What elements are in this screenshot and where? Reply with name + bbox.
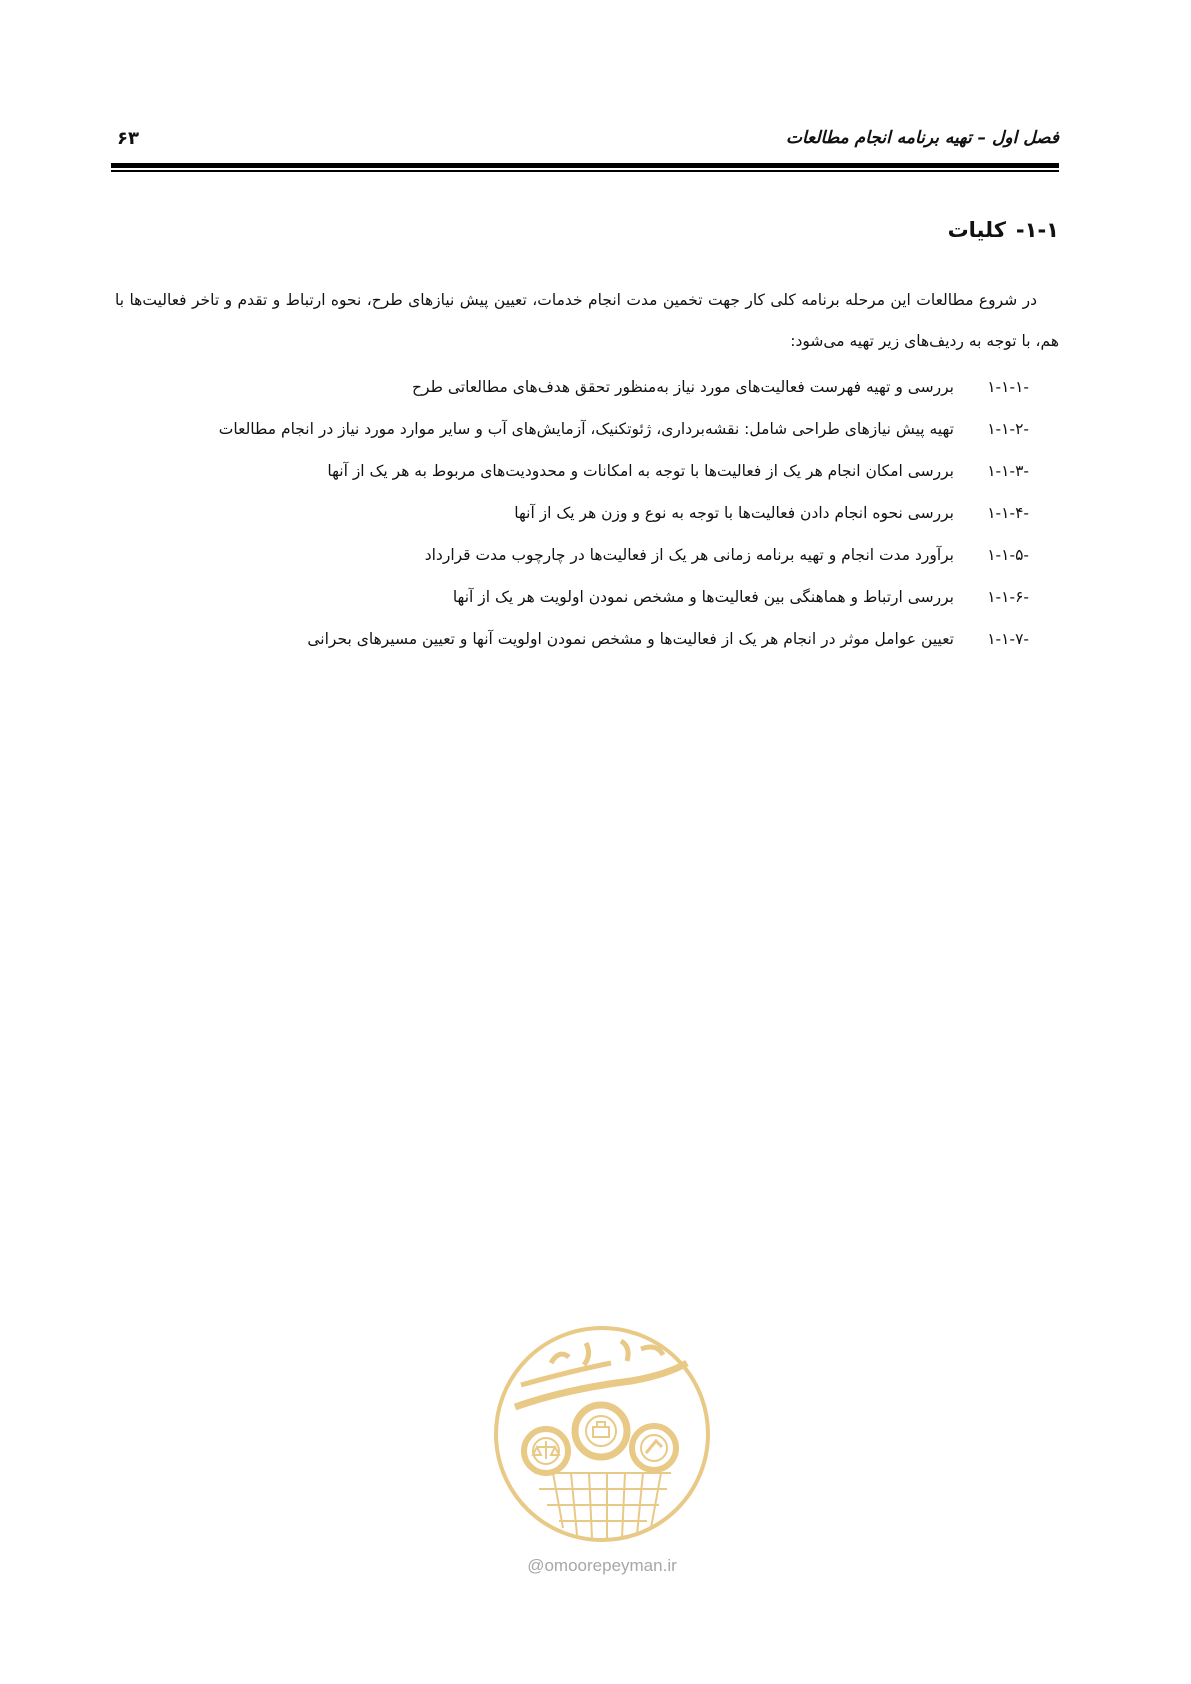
watermark-url: @omoorepeyman.ir: [527, 1556, 677, 1575]
section-heading: [948, 218, 1059, 242]
item-text: تهیه پیش نیازهای طراحی شامل: نقشه‌برداری، ژئوتکنیک، آزمایش‌های آب و سایر موارد مورد نیاز در انجام مطالعات: [218, 420, 954, 438]
item-number: ۱-۱-۵-: [987, 546, 1029, 564]
list-item: [111, 366, 1029, 408]
section-title: کلیات: [947, 218, 1006, 242]
item-number: ۱-۱-۴-: [987, 504, 1029, 522]
intro-paragraph: [115, 280, 1059, 362]
item-text: برآورد مدت انجام و تهیه برنامه زمانی هر یک از فعالیت‌ها در چارچوب مدت قرارداد: [424, 546, 954, 564]
header-rule-thin: [111, 170, 1059, 172]
intro-text: در شروع مطالعات این مرحله برنامه کلی کار جهت تخمین مدت انجام خدمات، تعیین پیش نیازهای طرح، نحوه ارتباط و تقدم و تاخر فعالیت‌ها با هم، با توجه به ردیف‌های زیر تهیه می‌شود:: [115, 291, 1059, 350]
item-number: ۱-۱-۶-: [987, 588, 1029, 606]
item-number: ۱-۱-۳-: [987, 462, 1029, 480]
item-number: ۱-۱-۲-: [987, 420, 1029, 438]
section-number: ۱-۱-: [1015, 218, 1059, 242]
item-text: بررسی امکان انجام هر یک از فعالیت‌ها با توجه به امکانات و محدودیت‌های مربوط به هر یک از آنها: [327, 462, 954, 480]
watermark-logo: [491, 1323, 713, 1545]
item-text: بررسی نحوه انجام دادن فعالیت‌ها با توجه به نوع و وزن هر یک از آنها: [514, 504, 954, 522]
page-number: ۶۳: [117, 128, 139, 149]
page-header: [111, 128, 1059, 158]
item-text: بررسی ارتباط و هماهنگی بین فعالیت‌ها و مشخص نمودن اولویت هر یک از آنها: [452, 588, 954, 606]
item-text: تعیین عوامل موثر در انجام هر یک از فعالیت‌ها و مشخص نمودن اولویت آنها و تعیین مسیرهای بحرانی: [307, 630, 954, 648]
list-item: [111, 618, 1029, 660]
list-item: [111, 492, 1029, 534]
list-item: [111, 408, 1029, 450]
item-number: ۱-۱-۷-: [987, 630, 1029, 648]
item-text: بررسی و تهیه فهرست فعالیت‌های مورد نیاز به‌منظور تحقق هدف‌های مطالعاتی طرح: [412, 378, 954, 396]
list-item: [111, 534, 1029, 576]
chapter-title: فصل اول – تهیه برنامه انجام مطالعات: [785, 128, 1059, 148]
header-rule-thick: [111, 163, 1059, 168]
item-number: ۱-۱-۱-: [987, 378, 1029, 396]
list-item: [111, 576, 1029, 618]
list-item: [111, 450, 1029, 492]
item-list: [111, 366, 1029, 660]
